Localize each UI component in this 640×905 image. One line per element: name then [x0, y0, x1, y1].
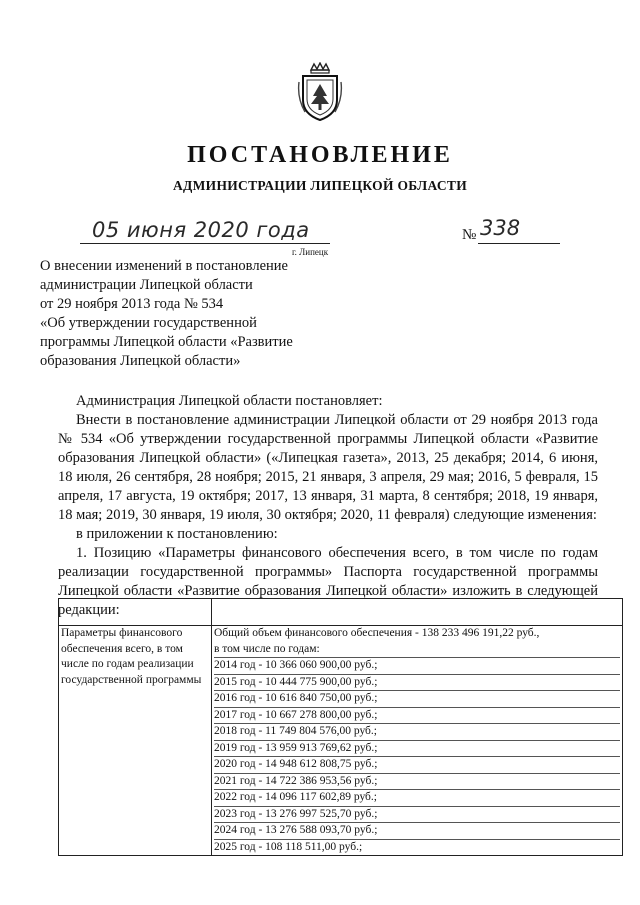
- year-row: 2023 год - 13 276 997 525,70 руб.;: [214, 807, 620, 824]
- parameter-name-cell: Параметры финансового обеспечения всего, в том числе по годам реализации государственной программы: [59, 626, 212, 856]
- item-1-paragraph: 1. Позицию «Параметры финансового обеспечения всего, в том числе по годам реализации государственной программы» Паспорта государственной программы Липецкой области «Развитие образования Липецкой области» изложить в следующей редакции:: [58, 545, 598, 618]
- subject-line: программы Липецкой области «Развитие: [40, 334, 293, 350]
- date-underline: [80, 243, 330, 244]
- year-row: 2020 год - 14 948 612 808,75 руб.;: [214, 757, 620, 774]
- year-row: 2016 год - 10 616 840 750,00 руб.;: [214, 691, 620, 708]
- by-years-label: в том числе по годам:: [214, 642, 620, 659]
- financing-table: [58, 598, 623, 856]
- number-label: №: [462, 227, 477, 243]
- subject-line: О внесении изменений в постановление: [40, 258, 288, 274]
- handwritten-number: 338: [480, 216, 521, 240]
- city-label: г. Липецк: [292, 247, 329, 257]
- table-row: [59, 626, 623, 856]
- year-row: 2017 год - 10 667 278 800,00 руб.;: [214, 708, 620, 725]
- number-underline: [478, 243, 560, 244]
- year-row: 2022 год - 14 096 117 602,89 руб.;: [214, 790, 620, 807]
- appendix-paragraph: в приложении к постановлению:: [76, 526, 278, 542]
- subject-line: администрации Липецкой области: [40, 277, 253, 293]
- year-row: 2015 год - 10 444 775 900,00 руб.;: [214, 675, 620, 692]
- body-text: [58, 392, 598, 620]
- year-row: 2018 год - 11 749 804 576,00 руб.;: [214, 724, 620, 741]
- total-financing: Общий объем финансового обеспечения - 138 233 496 191,22 руб.,: [214, 627, 540, 639]
- coat-of-arms-emblem: [297, 62, 343, 124]
- year-row: 2019 год - 13 959 913 769,62 руб.;: [214, 741, 620, 758]
- handwritten-date: 05 июня 2020 года: [92, 218, 310, 242]
- amendment-paragraph: Внести в постановление администрации Липецкой области от 29 ноября 2013 года № 534 «Об утверждении государственной программы Липецкой области «Развитие образования Липецкой области» («Липецкая газета», 2013, 25 декабря; 2014, 6 июня, 18 июля, 26 сентября, 28 ноября; 2015, 21 января, 3 апреля, 29 мая; 2016, 5 февраля, 15 апреля, 17 августа, 19 октября; 2017, 13 января, 31 марта, 8 сентября; 2018, 19 января, 18 мая; 2019, 30 января, 19 июля, 30 октября; 2020, 11 февраля) следующие изменения:: [58, 412, 598, 523]
- issuing-authority: АДМИНИСТРАЦИИ ЛИПЕЦКОЙ ОБЛАСТИ: [172, 178, 468, 193]
- subject-line: образования Липецкой области»: [40, 353, 241, 369]
- table-header-cell-right: [212, 599, 623, 626]
- year-row: 2014 год - 10 366 060 900,00 руб.;: [214, 658, 620, 675]
- parameter-value-cell: [212, 626, 623, 856]
- year-row: 2021 год - 14 722 386 953,56 руб.;: [214, 774, 620, 791]
- subject-line: от 29 ноября 2013 года № 534: [40, 296, 224, 312]
- table-header-row: [59, 599, 623, 626]
- year-row: 2024 год - 13 276 588 093,70 руб.;: [214, 823, 620, 840]
- subject-block: [40, 257, 340, 371]
- year-row: 2025 год - 108 118 511,00 руб.;: [214, 840, 363, 853]
- document-title: ПОСТАНОВЛЕНИЕ: [187, 142, 453, 168]
- preamble-paragraph: Администрация Липецкой области постановляет:: [76, 393, 383, 409]
- subject-line: «Об утверждении государственной: [40, 315, 257, 331]
- table-header-cell-left: [59, 599, 212, 626]
